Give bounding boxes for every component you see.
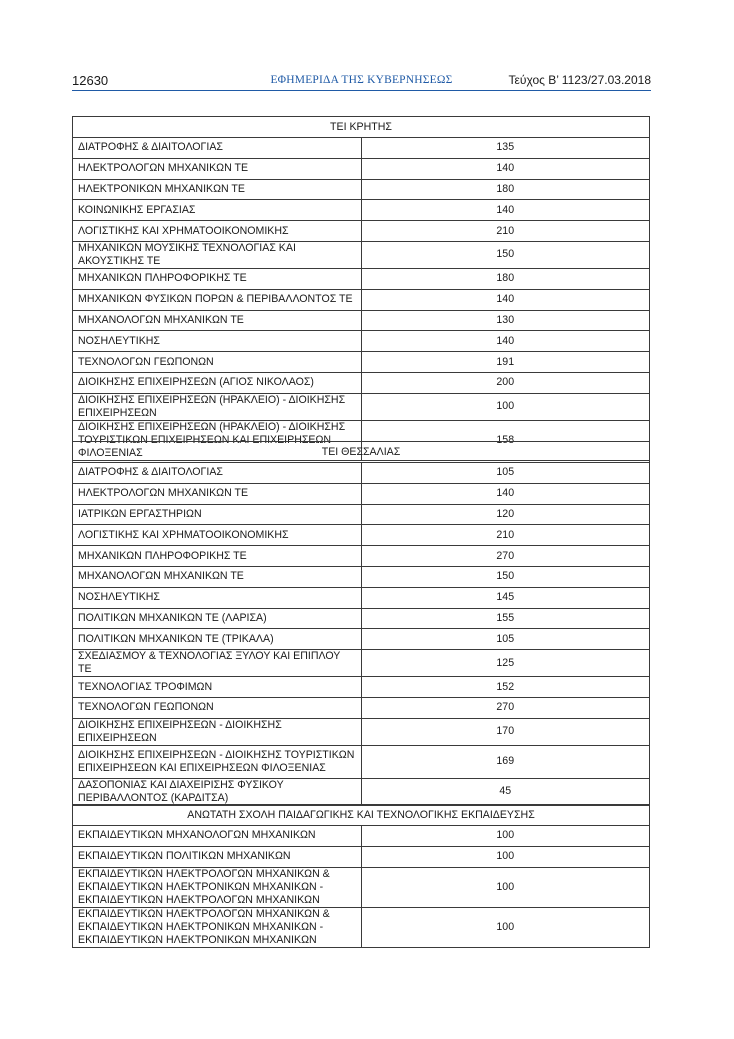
table-row xyxy=(73,463,650,484)
department-name: ΜΗΧΑΝΟΛΟΓΩΝ ΜΗΧΑΝΙΚΩΝ ΤΕ xyxy=(73,566,362,587)
table-row xyxy=(73,158,650,179)
table-row xyxy=(73,566,650,587)
table-row xyxy=(73,778,650,805)
table-row xyxy=(73,268,650,289)
department-name: ΜΗΧΑΝΟΛΟΓΩΝ ΜΗΧΑΝΙΚΩΝ ΤΕ xyxy=(73,310,362,331)
page-number: 12630 xyxy=(72,73,109,88)
department-name: ΕΚΠΑΙΔΕΥΤΙΚΩΝ ΗΛΕΚΤΡΟΛΟΓΩΝ ΜΗΧΑΝΙΚΩΝ & ΕΚΠΑΙΔΕΥΤΙΚΩΝ ΗΛΕΚΤΡΟΝΙΚΩΝ ΜΗΧΑΝΙΚΩΝ - ΕΚΠΑΙΔΕΥΤΙΚΩΝ ΗΛΕΚΤΡΟΛΟΓΩΝ ΜΗΧΑΝΙΚΩΝ xyxy=(73,867,362,907)
section-title: ΤΕΙ ΚΡΗΤΗΣ xyxy=(73,117,650,138)
admissions-count: 100 xyxy=(361,393,650,420)
table-row xyxy=(73,867,650,907)
department-name: ΕΚΠΑΙΔΕΥΤΙΚΩΝ ΠΟΛΙΤΙΚΩΝ ΜΗΧΑΝΙΚΩΝ xyxy=(73,846,362,867)
admissions-count: 140 xyxy=(361,483,650,504)
table-row xyxy=(73,331,650,352)
admissions-count: 135 xyxy=(361,138,650,159)
section-title: ΤΕΙ ΘΕΣΣΑΛΙΑΣ xyxy=(73,442,650,463)
department-name: ΜΗΧΑΝΙΚΩΝ ΦΥΣΙΚΩΝ ΠΟΡΩΝ & ΠΕΡΙΒΑΛΛΟΝΤΟΣ ΤΕ xyxy=(73,289,362,310)
admissions-count: 158 xyxy=(361,420,650,460)
table-row xyxy=(73,546,650,567)
department-name: ΗΛΕΚΤΡΟΛΟΓΩΝ ΜΗΧΑΝΙΚΩΝ ΤΕ xyxy=(73,483,362,504)
department-name: ΜΗΧΑΝΙΚΩΝ ΠΛΗΡΟΦΟΡΙΚΗΣ ΤΕ xyxy=(73,268,362,289)
table-row xyxy=(73,587,650,608)
department-name: ΚΟΙΝΩΝΙΚΗΣ ΕΡΓΑΣΙΑΣ xyxy=(73,200,362,221)
table-row xyxy=(73,200,650,221)
table-row xyxy=(73,745,650,778)
table-row xyxy=(73,608,650,629)
table-row xyxy=(73,221,650,242)
admissions-count: 170 xyxy=(361,718,650,745)
table-row xyxy=(73,697,650,718)
table-row xyxy=(73,289,650,310)
department-name: ΔΙΑΤΡΟΦΗΣ & ΔΙΑΙΤΟΛΟΓΙΑΣ xyxy=(73,463,362,484)
table-row xyxy=(73,629,650,650)
admissions-count: 125 xyxy=(361,650,650,677)
department-name: ΤΕΧΝΟΛΟΓΙΑΣ ΤΡΟΦΙΜΩΝ xyxy=(73,677,362,698)
admissions-count: 100 xyxy=(361,826,650,847)
admissions-count: 100 xyxy=(361,846,650,867)
admissions-count: 140 xyxy=(361,158,650,179)
department-name: ΔΑΣΟΠΟΝΙΑΣ ΚΑΙ ΔΙΑΧΕΙΡΙΣΗΣ ΦΥΣΙΚΟΥ ΠΕΡΙΒΑΛΛΟΝΤΟΣ (ΚΑΡΔΙΤΣΑ) xyxy=(73,778,362,805)
table-row xyxy=(73,483,650,504)
department-name: ΠΟΛΙΤΙΚΩΝ ΜΗΧΑΝΙΚΩΝ ΤΕ (ΛΑΡΙΣΑ) xyxy=(73,608,362,629)
section-tei-thessalias xyxy=(72,441,650,806)
section-header xyxy=(73,805,650,826)
admissions-count: 210 xyxy=(361,525,650,546)
section-header xyxy=(73,442,650,463)
department-name: ΔΙΟΙΚΗΣΗΣ ΕΠΙΧΕΙΡΗΣΕΩΝ (ΗΡΑΚΛΕΙΟ) - ΔΙΟΙΚΗΣΗΣ ΤΟΥΡΙΣΤΙΚΩΝ ΕΠΙΧΕΙΡΗΣΕΩΝ ΚΑΙ ΕΠΙΧΕΙΡΗΣΕΩΝ ΦΙΛΟΞΕΝΙΑΣ xyxy=(73,420,362,460)
table-row xyxy=(73,826,650,847)
admissions-count: 45 xyxy=(361,778,650,805)
admissions-count: 105 xyxy=(361,463,650,484)
department-name: ΛΟΓΙΣΤΙΚΗΣ ΚΑΙ ΧΡΗΜΑΤΟΟΙΚΟΝΟΜΙΚΗΣ xyxy=(73,525,362,546)
department-name: ΔΙΟΙΚΗΣΗΣ ΕΠΙΧΕΙΡΗΣΕΩΝ - ΔΙΟΙΚΗΣΗΣ ΤΟΥΡΙΣΤΙΚΩΝ ΕΠΙΧΕΙΡΗΣΕΩΝ ΚΑΙ ΕΠΙΧΕΙΡΗΣΕΩΝ ΦΙΛΟΞΕΝΙΑΣ xyxy=(73,745,362,778)
page-header xyxy=(72,73,651,89)
admissions-count: 140 xyxy=(361,331,650,352)
admissions-count: 150 xyxy=(361,241,650,268)
table-row xyxy=(73,718,650,745)
table-row xyxy=(73,525,650,546)
department-name: ΣΧΕΔΙΑΣΜΟΥ & ΤΕΧΝΟΛΟΓΙΑΣ ΞΥΛΟΥ ΚΑΙ ΕΠΙΠΛΟΥ ΤΕ xyxy=(73,650,362,677)
table-row xyxy=(73,241,650,268)
admissions-count: 145 xyxy=(361,587,650,608)
admissions-count: 200 xyxy=(361,372,650,393)
admissions-count: 105 xyxy=(361,629,650,650)
department-name: ΔΙΟΙΚΗΣΗΣ ΕΠΙΧΕΙΡΗΣΕΩΝ (ΗΡΑΚΛΕΙΟ) - ΔΙΟΙΚΗΣΗΣ ΕΠΙΧΕΙΡΗΣΕΩΝ xyxy=(73,393,362,420)
table-row xyxy=(73,179,650,200)
admissions-count: 120 xyxy=(361,504,650,525)
admissions-count: 155 xyxy=(361,608,650,629)
admissions-count: 150 xyxy=(361,566,650,587)
department-name: ΗΛΕΚΤΡΟΝΙΚΩΝ ΜΗΧΑΝΙΚΩΝ ΤΕ xyxy=(73,179,362,200)
admissions-count: 210 xyxy=(361,221,650,242)
admissions-count: 270 xyxy=(361,697,650,718)
table-row xyxy=(73,310,650,331)
admissions-count: 130 xyxy=(361,310,650,331)
section-header xyxy=(73,117,650,138)
admissions-count: 140 xyxy=(361,289,650,310)
department-name: ΕΚΠΑΙΔΕΥΤΙΚΩΝ ΜΗΧΑΝΟΛΟΓΩΝ ΜΗΧΑΝΙΚΩΝ xyxy=(73,826,362,847)
header-rule xyxy=(72,90,651,91)
table-row xyxy=(73,372,650,393)
admissions-count: 100 xyxy=(361,867,650,907)
department-name: ΔΙΟΙΚΗΣΗΣ ΕΠΙΧΕΙΡΗΣΕΩΝ - ΔΙΟΙΚΗΣΗΣ ΕΠΙΧΕΙΡΗΣΕΩΝ xyxy=(73,718,362,745)
table-row xyxy=(73,650,650,677)
department-name: ΜΗΧΑΝΙΚΩΝ ΠΛΗΡΟΦΟΡΙΚΗΣ ΤΕ xyxy=(73,546,362,567)
table-row xyxy=(73,352,650,373)
section-title: ΑΝΩΤΑΤΗ ΣΧΟΛΗ ΠΑΙΔΑΓΩΓΙΚΗΣ ΚΑΙ ΤΕΧΝΟΛΟΓΙΚΗΣ ΕΚΠΑΙΔΕΥΣΗΣ xyxy=(73,805,650,826)
table-row xyxy=(73,138,650,159)
section-aspete xyxy=(72,804,650,948)
department-name: ΕΚΠΑΙΔΕΥΤΙΚΩΝ ΗΛΕΚΤΡΟΛΟΓΩΝ ΜΗΧΑΝΙΚΩΝ & ΕΚΠΑΙΔΕΥΤΙΚΩΝ ΗΛΕΚΤΡΟΝΙΚΩΝ ΜΗΧΑΝΙΚΩΝ - ΕΚΠΑΙΔΕΥΤΙΚΩΝ ΗΛΕΚΤΡΟΝΙΚΩΝ ΜΗΧΑΝΙΚΩΝ xyxy=(73,907,362,947)
admissions-count: 169 xyxy=(361,745,650,778)
department-name: ΤΕΧΝΟΛΟΓΩΝ ΓΕΩΠΟΝΩΝ xyxy=(73,352,362,373)
gazette-title: ΕΦΗΜΕΡΙΔΑ ΤΗΣ ΚΥΒΕΡΝΗΣΕΩΣ xyxy=(270,74,453,86)
table-row xyxy=(73,504,650,525)
table-row xyxy=(73,677,650,698)
admissions-count: 270 xyxy=(361,546,650,567)
table-row xyxy=(73,907,650,947)
admissions-count: 180 xyxy=(361,179,650,200)
department-name: ΤΕΧΝΟΛΟΓΩΝ ΓΕΩΠΟΝΩΝ xyxy=(73,697,362,718)
table-row xyxy=(73,846,650,867)
department-name: ΜΗΧΑΝΙΚΩΝ ΜΟΥΣΙΚΗΣ ΤΕΧΝΟΛΟΓΙΑΣ ΚΑΙ ΑΚΟΥΣΤΙΚΗΣ ΤΕ xyxy=(73,241,362,268)
section-tei-kritis xyxy=(72,116,650,461)
admissions-count: 191 xyxy=(361,352,650,373)
admissions-count: 180 xyxy=(361,268,650,289)
department-name: ΝΟΣΗΛΕΥΤΙΚΗΣ xyxy=(73,587,362,608)
table-row xyxy=(73,393,650,420)
department-name: ΔΙΑΤΡΟΦΗΣ & ΔΙΑΙΤΟΛΟΓΙΑΣ xyxy=(73,138,362,159)
department-name: ΛΟΓΙΣΤΙΚΗΣ ΚΑΙ ΧΡΗΜΑΤΟΟΙΚΟΝΟΜΙΚΗΣ xyxy=(73,221,362,242)
admissions-count: 140 xyxy=(361,200,650,221)
issue-info: Τεύχος Β’ 1123/27.03.2018 xyxy=(508,73,651,87)
department-name: ΝΟΣΗΛΕΥΤΙΚΗΣ xyxy=(73,331,362,352)
department-name: ΙΑΤΡΙΚΩΝ ΕΡΓΑΣΤΗΡΙΩΝ xyxy=(73,504,362,525)
department-name: ΠΟΛΙΤΙΚΩΝ ΜΗΧΑΝΙΚΩΝ ΤΕ (ΤΡΙΚΑΛΑ) xyxy=(73,629,362,650)
admissions-count: 100 xyxy=(361,907,650,947)
department-name: ΔΙΟΙΚΗΣΗΣ ΕΠΙΧΕΙΡΗΣΕΩΝ (ΑΓΙΟΣ ΝΙΚΟΛΑΟΣ) xyxy=(73,372,362,393)
department-name: ΗΛΕΚΤΡΟΛΟΓΩΝ ΜΗΧΑΝΙΚΩΝ ΤΕ xyxy=(73,158,362,179)
admissions-count: 152 xyxy=(361,677,650,698)
